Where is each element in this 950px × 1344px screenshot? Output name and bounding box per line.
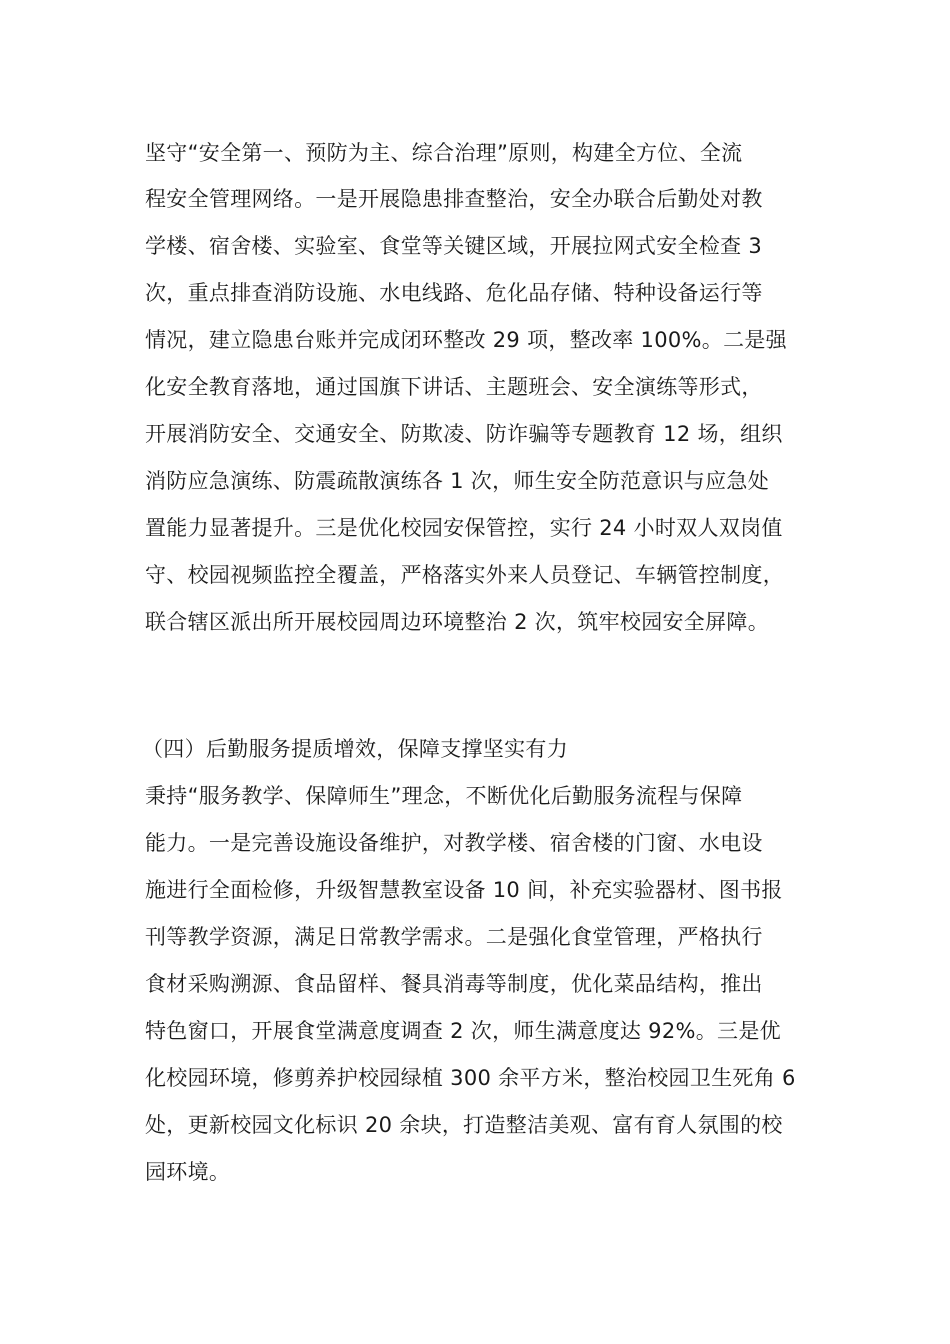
paragraph-line: 化校园环境，修剪养护校园绿植 300 余平方米，整治校园卫生死角 6 [145, 1066, 796, 1090]
paragraph-line: 化安全教育落地，通过国旗下讲话、主题班会、安全演练等形式， [145, 375, 763, 399]
paragraph-line: 守、校园视频监控全覆盖，严格落实外来人员登记、车辆管控制度， [145, 563, 784, 587]
paragraph-line: 开展消防安全、交通安全、防欺凌、防诈骗等专题教育 12 场，组织 [145, 422, 783, 446]
paragraph-line: 置能力显著提升。三是优化校园安保管控，实行 24 小时双人双岗值 [145, 516, 783, 540]
paragraph-line: 消防应急演练、防震疏散演练各 1 次，师生安全防范意识与应急处 [145, 469, 770, 493]
paragraph-line: 食材采购溯源、食品留样、餐具消毒等制度，优化菜品结构，推出 [145, 972, 763, 996]
paragraph-line: 园环境。 [145, 1160, 231, 1184]
paragraph-line: 施进行全面检修，升级智慧教室设备 10 间，补充实验器材、图书报 [145, 878, 783, 902]
paragraph-line: 处，更新校园文化标识 20 余块，打造整洁美观、富有育人氛围的校 [145, 1113, 783, 1137]
paragraph-line: 坚守“安全第一、预防为主、综合治理”原则，构建全方位、全流 [145, 141, 743, 165]
paragraph-line: 秉持“服务教学、保障师生”理念，不断优化后勤服务流程与保障 [145, 784, 743, 808]
paragraph-line: 刊等教学资源，满足日常教学需求。二是强化食堂管理，严格执行 [145, 925, 763, 949]
paragraph-line: 学楼、宿舍楼、实验室、食堂等关键区域，开展拉网式安全检查 3 [145, 234, 763, 258]
paragraph-line: 能力。一是完善设施设备维护，对教学楼、宿舍楼的门窗、水电设 [145, 831, 763, 855]
paragraph-line: 程安全管理网络。一是开展隐患排查整治，安全办联合后勤处对教 [145, 187, 763, 211]
paragraph-line: 情况，建立隐患台账并完成闭环整改 29 项，整改率 100%。二是强 [145, 328, 787, 352]
paragraph-line: 次，重点排查消防设施、水电线路、危化品存储、特种设备运行等 [145, 281, 763, 305]
paragraph-line: 联合辖区派出所开展校园周边环境整治 2 次，筑牢校园安全屏障。 [145, 610, 770, 634]
section-heading: （四）后勤服务提质增效，保障支撑坚实有力 [142, 737, 568, 761]
paragraph-line: 特色窗口，开展食堂满意度调查 2 次，师生满意度达 92%。三是优 [145, 1019, 781, 1043]
